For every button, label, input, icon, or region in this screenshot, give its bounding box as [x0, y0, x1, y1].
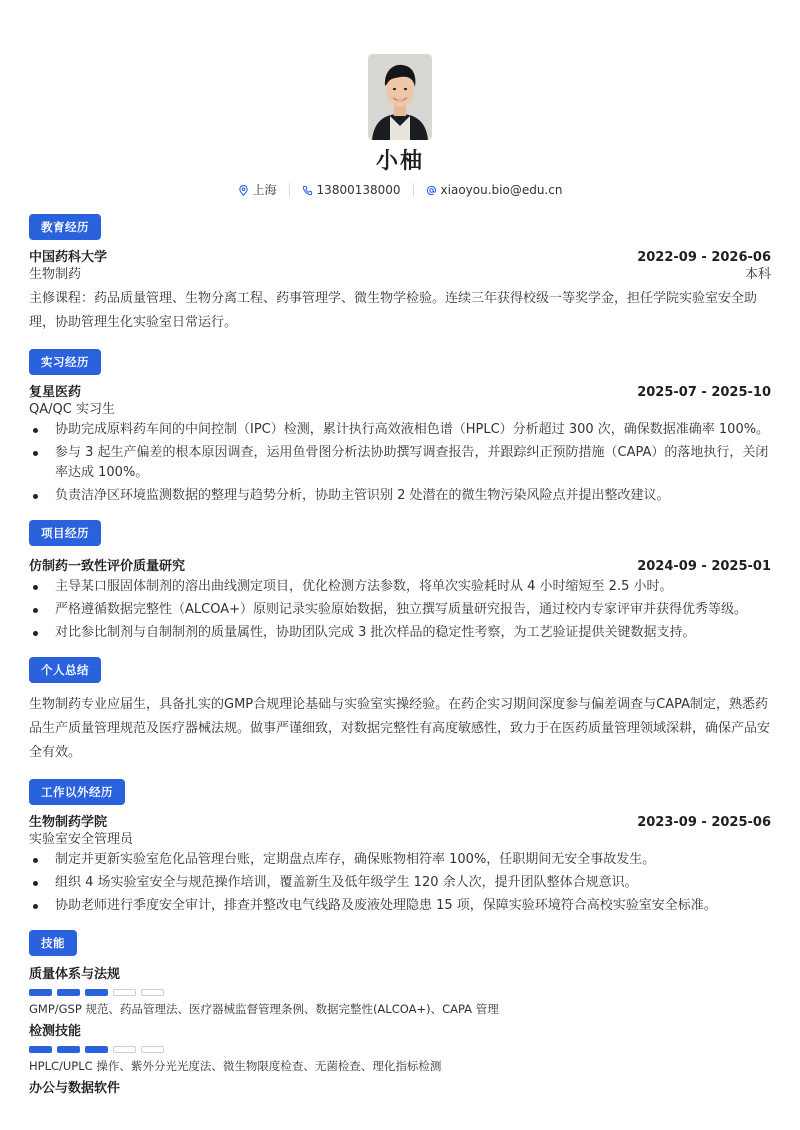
- summary-text: 生物制药专业应届生，具备扎实的GMP合规理论基础与实验室实操经验。在药企实习期间深度参与偏差调查与CAPA制定，熟悉药品生产质量管理规范及医疗器械法规。做事严谨细致，对数据完整性有高度敏感性，致力于在医药质量管理领域深耕，确保产品安全有效。: [29, 697, 771, 760]
- skill-level-bar: [29, 1046, 771, 1053]
- list-item: 主导某口服固体制剂的溶出曲线测定项目，优化检测方法参数，将单次实验耗时从 4 小时缩短至 2.5 小时。: [29, 577, 771, 597]
- contact-info: [29, 182, 771, 198]
- skill-level-bar: [29, 989, 771, 996]
- list-item: 严格遵循数据完整性（ALCOA+）原则记录实验原始数据，独立撰写质量研究报告，通过校内专家评审并获得优秀等级。: [29, 600, 771, 620]
- section-title-extra: 工作以外经历: [29, 779, 125, 805]
- divider: [289, 183, 290, 197]
- contact-phone[interactable]: [302, 182, 401, 198]
- resume-header: [29, 0, 771, 198]
- list-item: 组织 4 场实验室安全与规范操作培训，覆盖新生及低年级学生 120 余人次，提升团队整体合规意识。: [29, 873, 771, 893]
- email-text: xiaoyou.bio@edu.cn: [440, 183, 563, 197]
- skill-item: [29, 1080, 771, 1098]
- list-item: 负责洁净区环境监测数据的整理与趋势分析，协助主管识别 2 处潜在的微生物污染风险点并提出整改建议。: [29, 486, 771, 506]
- level-segment-empty: [141, 1046, 164, 1053]
- extra-date: 2023-09 - 2025-06: [637, 815, 771, 830]
- education-entry: [29, 249, 771, 335]
- section-title-skills: 技能: [29, 930, 77, 956]
- list-item: 对比参比制剂与自制制剂的质量属性，协助团队完成 3 批次样品的稳定性考察，为工艺验证提供关键数据支持。: [29, 623, 771, 643]
- org-name: 生物制药学院: [29, 815, 108, 830]
- level-segment-filled: [85, 989, 108, 996]
- candidate-name: 小柚: [375, 149, 424, 174]
- phone-text: 13800138000: [316, 183, 401, 197]
- extra-entry: [29, 814, 771, 916]
- internship-date: 2025-07 - 2025-10: [637, 385, 771, 400]
- section-title-summary: 个人总结: [29, 657, 101, 683]
- extra-role: 实验室安全管理员: [29, 832, 134, 847]
- project-date: 2024-09 - 2025-01: [637, 559, 771, 574]
- major: 生物制药: [29, 267, 82, 282]
- contact-email[interactable]: [426, 182, 563, 198]
- project-name: 仿制药一致性评价质量研究: [29, 559, 186, 574]
- internship-entry: [29, 384, 771, 506]
- education-date: 2022-09 - 2026-06: [637, 250, 771, 265]
- skill-item: [29, 966, 771, 1017]
- avatar: [368, 54, 432, 140]
- level-segment-filled: [57, 989, 80, 996]
- skill-name: 检测技能: [29, 1024, 82, 1039]
- section-internship: [29, 349, 771, 506]
- level-segment-empty: [141, 989, 164, 996]
- level-segment-filled: [29, 989, 52, 996]
- skill-name: 质量体系与法规: [29, 967, 121, 982]
- section-title-education: 教育经历: [29, 214, 101, 240]
- location-text: 上海: [252, 183, 277, 197]
- section-summary: [29, 657, 771, 765]
- skill-description: HPLC/UPLC 操作、紫外分光光度法、微生物限度检查、无菌检查、理化指标检测: [29, 1059, 442, 1073]
- level-segment-filled: [57, 1046, 80, 1053]
- level-segment-empty: [113, 989, 136, 996]
- section-title-project: 项目经历: [29, 520, 101, 546]
- list-item: 协助老师进行季度安全审计，排查并整改电气线路及废液处理隐患 15 项，保障实验环境符合高校实验室安全标准。: [29, 896, 771, 916]
- section-skills: [29, 930, 771, 1098]
- level-segment-filled: [85, 1046, 108, 1053]
- project-entry: [29, 558, 771, 643]
- section-title-internship: 实习经历: [29, 349, 101, 375]
- level-segment-empty: [113, 1046, 136, 1053]
- phone-icon: [302, 185, 313, 196]
- section-project: [29, 520, 771, 643]
- level-segment-filled: [29, 1046, 52, 1053]
- skill-description: GMP/GSP 规范、药品管理法、医疗器械监督管理条例、数据完整性(ALCOA+)、CAPA 管理: [29, 1002, 499, 1016]
- degree: 本科: [744, 267, 771, 282]
- section-education: [29, 214, 771, 335]
- list-item: 协助完成原料药车间的中间控制（IPC）检测，累计执行高效液相色谱（HPLC）分析超过 300 次，确保数据准确率 100%。: [29, 420, 771, 440]
- section-extra-experience: [29, 779, 771, 916]
- skill-item: [29, 1023, 771, 1074]
- location-pin-icon: [238, 185, 249, 196]
- school-name: 中国药科大学: [29, 250, 108, 265]
- skill-name: 办公与数据软件: [29, 1081, 121, 1096]
- project-bullets: [29, 577, 771, 643]
- company-name: 复星医药: [29, 385, 82, 400]
- contact-location: [238, 182, 277, 198]
- education-description: 主修课程：药品质量管理、生物分离工程、药事管理学、微生物学检验。连续三年获得校级一等奖学金，担任学院实验室安全助理，协助管理生化实验室日常运行。: [29, 291, 758, 330]
- portrait-photo-icon: [368, 54, 432, 140]
- at-sign-icon: [426, 185, 437, 196]
- internship-bullets: [29, 420, 771, 506]
- internship-role: QA/QC 实习生: [29, 402, 115, 417]
- list-item: 制定并更新实验室危化品管理台账，定期盘点库存，确保账物相符率 100%，任职期间无安全事故发生。: [29, 850, 771, 870]
- extra-bullets: [29, 850, 771, 916]
- list-item: 参与 3 起生产偏差的根本原因调查，运用鱼骨图分析法协助撰写调查报告，并跟踪纠正预防措施（CAPA）的落地执行，关闭率达成 100%。: [29, 443, 771, 483]
- divider: [413, 183, 414, 197]
